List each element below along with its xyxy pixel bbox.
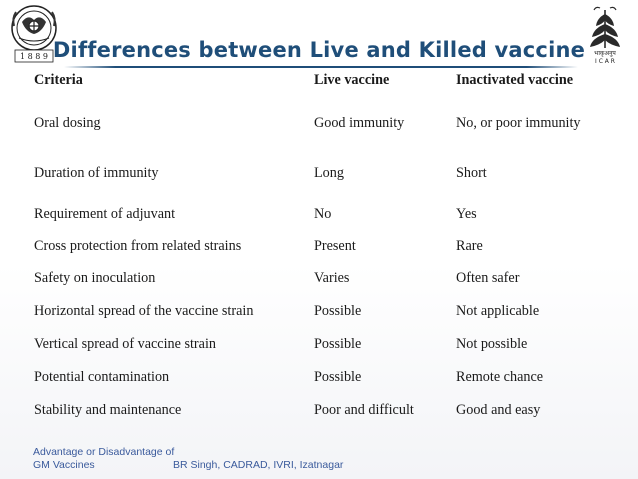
live-cell: Possible bbox=[314, 368, 362, 385]
table-row bbox=[34, 327, 606, 361]
criteria-cell: Cross protection from related strains bbox=[34, 237, 242, 254]
live-cell: Present bbox=[314, 237, 356, 254]
footer-author: BR Singh, CADRAD, IVRI, Izatnagar bbox=[173, 459, 344, 471]
logo-hindi-text: भाकृअनुप bbox=[594, 50, 616, 57]
comparison-table bbox=[34, 62, 606, 427]
inactivated-cell: Yes bbox=[456, 205, 477, 222]
logo-icar-text: I C A R bbox=[595, 58, 615, 65]
table-row bbox=[34, 230, 606, 262]
criteria-cell: Potential contamination bbox=[34, 368, 170, 385]
criteria-cell: Requirement of adjuvant bbox=[34, 205, 176, 222]
table-row bbox=[34, 198, 606, 230]
inactivated-cell: Often safer bbox=[456, 270, 520, 286]
live-cell: Varies bbox=[314, 270, 350, 286]
table-row bbox=[34, 393, 606, 427]
criteria-cell: Horizontal spread of the vaccine strain bbox=[34, 302, 254, 319]
header-live-vaccine: Live vaccine bbox=[314, 71, 390, 88]
live-cell: Long bbox=[314, 164, 344, 181]
live-cell: Good immunity bbox=[314, 114, 405, 131]
criteria-cell: Safety on inoculation bbox=[34, 270, 156, 286]
live-cell: Possible bbox=[314, 302, 362, 319]
criteria-cell: Oral dosing bbox=[34, 114, 101, 131]
logo-year: 1 8 8 9 bbox=[20, 52, 48, 61]
footer-topic-line2: GM Vaccines bbox=[33, 459, 95, 471]
slide-title: Differences between Live and Killed vaccine bbox=[52, 38, 586, 62]
inactivated-cell: Not possible bbox=[456, 335, 528, 352]
live-cell: Poor and difficult bbox=[314, 401, 414, 418]
table-row bbox=[34, 98, 606, 148]
live-cell: No bbox=[314, 205, 332, 222]
header-criteria: Criteria bbox=[34, 71, 83, 88]
inactivated-cell: Remote chance bbox=[456, 368, 544, 385]
criteria-cell: Duration of immunity bbox=[34, 164, 159, 181]
inactivated-cell: Good and easy bbox=[456, 401, 541, 418]
table-row bbox=[34, 295, 606, 327]
header-inactivated-vaccine: Inactivated vaccine bbox=[456, 71, 574, 88]
inactivated-cell: No, or poor immunity bbox=[456, 114, 581, 131]
criteria-cell: Vertical spread of vaccine strain bbox=[34, 335, 216, 352]
table-row bbox=[34, 361, 606, 393]
footer-topic-line1: Advantage or Disadvantage of bbox=[33, 446, 175, 458]
table-row bbox=[34, 148, 606, 198]
criteria-cell: Stability and maintenance bbox=[34, 401, 182, 418]
table-row bbox=[34, 262, 606, 295]
inactivated-cell: Short bbox=[456, 164, 487, 181]
inactivated-cell: Rare bbox=[456, 237, 483, 254]
live-cell: Possible bbox=[314, 335, 362, 352]
table-header-row bbox=[34, 62, 606, 98]
inactivated-cell: Not applicable bbox=[456, 302, 540, 319]
footer-topic bbox=[33, 446, 174, 472]
